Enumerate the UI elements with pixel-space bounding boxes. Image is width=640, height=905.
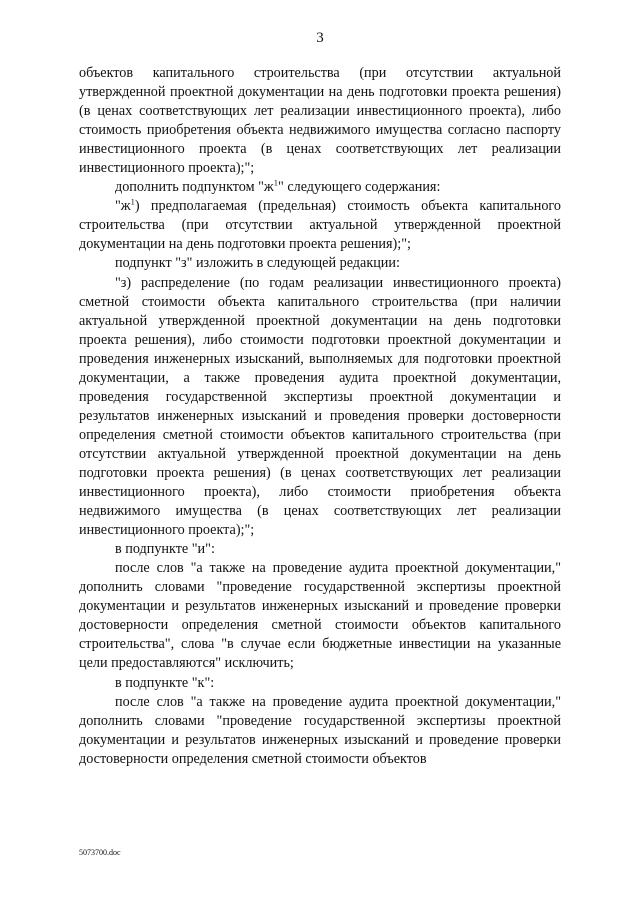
paragraph-add-subitem <box>79 178 561 197</box>
paragraph-text-after: ) предполагаемая (предельная) стоимость объекта капитального строительства (при отсутствии актуальной утвержденной проектной документации на день подготовки проекта решения);"; <box>79 198 561 253</box>
paragraph-subitem-k: после слов "а также на проведение аудита проектной документации," дополнить словами "проведение государственной экспертизы проектной документации и результатов инженерных изысканий и проведение проверки достоверности определения сметной стоимости объектов <box>79 693 561 767</box>
page-number: 3 <box>316 30 324 46</box>
footer-filename: 5073700.doc <box>79 848 121 857</box>
paragraph-text-before: "ж <box>115 198 131 215</box>
document-body <box>79 64 561 769</box>
superscript-mark: 1 <box>273 177 278 188</box>
paragraph-subitem-k-intro: в подпункте "к": <box>115 674 215 691</box>
paragraph-text-before: дополнить подпунктом "ж <box>115 179 274 196</box>
paragraph-subitem-z: "з) распределение (по годам реализации инвестиционного проекта) сметной стоимости объекта капитального строительства (при наличии актуальной утвержденной проектной документации на день подготовки проекта решения), либо стоимости подготовки проектной документации и проведения инженерных изысканий, выполняемых для подготовки проектной документации, а также проведения аудита проектной документации, проведения государственной экспертизы проектной документации и результатов инженерных изысканий и проведения проверки достоверности определения сметной стоимости объектов капитального строительства (при отсутствии актуальной утвержденной проектной документации на день подготовки проекта решения) (в ценах соответствующих лет реализации инвестиционного проекта), либо стоимости приобретения объекта недвижимого имущества (в ценах соответствующих лет реализации инвестиционного проекта);"; <box>79 274 561 539</box>
paragraph-subitem-zh1 <box>79 197 561 254</box>
paragraph-continuation: объектов капитального строительства (при отсутствии актуальной утвержденной проектной документации на день подготовки проекта решения) (в ценах соответствующих лет реализации инвестиционного проекта), либо стоимость приобретения объекта недвижимого имущества согласно паспорту инвестиционного проекта (в ценах соответствующих лет реализации инвестиционного проекта);"; <box>79 65 561 177</box>
paragraph-subitem-i: после слов "а также на проведение аудита проектной документации," дополнить словами "проведение государственной экспертизы проектной документации и результатов инженерных изысканий и проведение проверки достоверности определения сметной стоимости объектов капитального строительства", слова "в случае если бюджетные инвестиции на указанные цели предоставляются" исключить; <box>79 560 561 672</box>
paragraph-subitem-z-intro: подпункт "з" изложить в следующей редакции: <box>115 255 400 272</box>
paragraph-text-after: " следующего содержания: <box>277 179 441 196</box>
superscript-mark: 1 <box>130 196 135 207</box>
paragraph-subitem-i-intro: в подпункте "и": <box>115 541 215 558</box>
